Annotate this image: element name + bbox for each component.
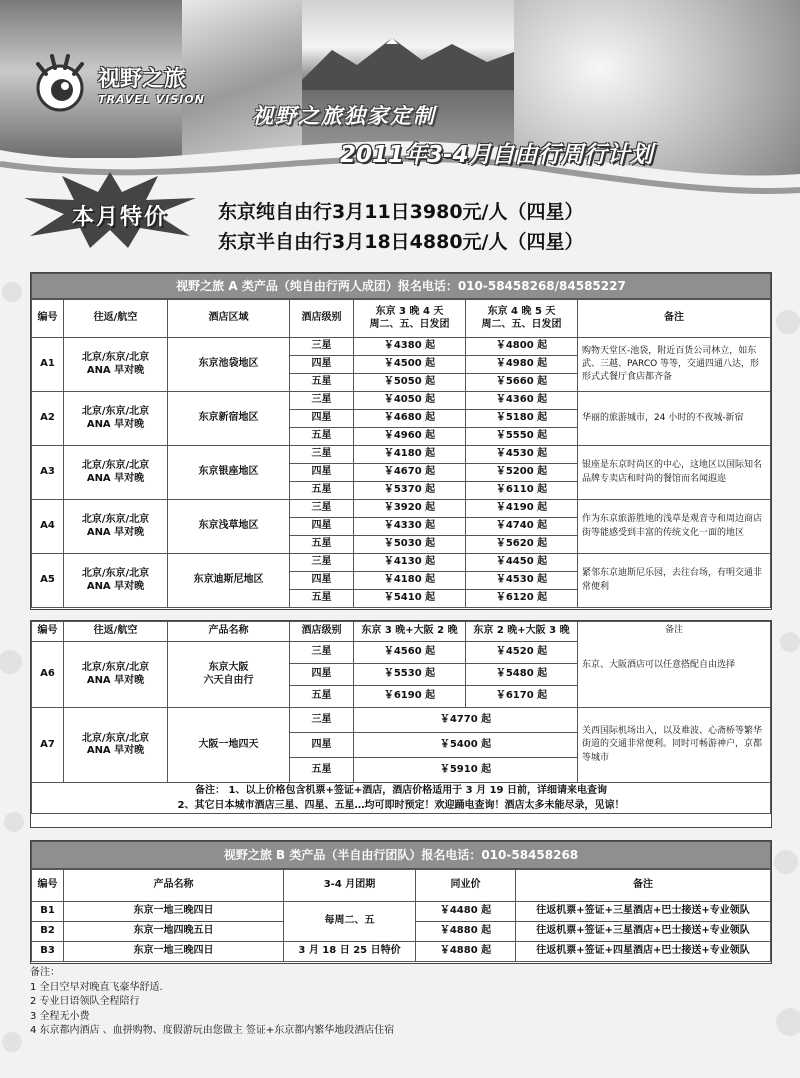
table-row bbox=[32, 554, 771, 572]
price-cell: ￥5200 起 bbox=[466, 464, 578, 482]
price-cell: ￥4670 起 bbox=[354, 464, 466, 482]
hotel-level: 五星 bbox=[290, 374, 354, 392]
header-banner bbox=[0, 0, 800, 262]
price-cell: ￥6120 起 bbox=[466, 590, 578, 608]
price-cell: ￥4380 起 bbox=[354, 338, 466, 356]
product-note: 往返机票+签证+三星酒店+巴士接送+专业领队 bbox=[516, 922, 771, 942]
section-b bbox=[30, 840, 772, 964]
brand-name-en: TRAVEL VISION bbox=[98, 93, 205, 106]
footer-line: 1 全日空早对晚直飞豪华舒适. bbox=[30, 981, 163, 993]
product-route: 北京/东京/北京 ANA 早对晚 bbox=[64, 642, 168, 708]
product-note: 往返机票+签证+三星酒店+巴士接送+专业领队 bbox=[516, 902, 771, 922]
hotel-level: 四星 bbox=[290, 410, 354, 428]
price-cell: ￥4190 起 bbox=[466, 500, 578, 518]
hotel-level: 三星 bbox=[290, 446, 354, 464]
col-3n4d: 东京 3 晚 4 天 周二、五、日发团 bbox=[354, 300, 466, 338]
table-row bbox=[32, 338, 771, 356]
table-row bbox=[32, 902, 771, 922]
price-cell: ￥4520 起 bbox=[466, 642, 578, 664]
col-route: 往返/航空 bbox=[64, 300, 168, 338]
hotel-level: 五星 bbox=[290, 686, 354, 708]
table-row bbox=[32, 392, 771, 410]
hotel-level: 四星 bbox=[290, 518, 354, 536]
product-note: 紧邻东京迪斯尼乐园，去往台场，有明交通非常便利 bbox=[578, 554, 771, 608]
footer-notes bbox=[30, 966, 772, 1039]
col-code: 编号 bbox=[32, 622, 64, 642]
price-cell: ￥5530 起 bbox=[354, 664, 466, 686]
section-a-combo-table bbox=[31, 621, 771, 814]
price-cell: ￥4050 起 bbox=[354, 392, 466, 410]
headline-line1: 视野之旅独家定制 bbox=[252, 104, 436, 128]
headline-line2: 2011年3-4月自由行周行计划 bbox=[340, 142, 653, 168]
product-route: 北京/东京/北京 ANA 早对晚 bbox=[64, 708, 168, 783]
price-cell: ￥4530 起 bbox=[466, 446, 578, 464]
section-a-title: 视野之旅 A 类产品（纯自由行两人成团）报名电话：010-58458268/84585227 bbox=[31, 273, 771, 299]
price-cell: ￥4530 起 bbox=[466, 572, 578, 590]
hotel-level: 三星 bbox=[290, 708, 354, 733]
hotel-level: 五星 bbox=[290, 758, 354, 783]
price-cell: ￥3920 起 bbox=[354, 500, 466, 518]
price-cell: ￥4980 起 bbox=[466, 356, 578, 374]
hotel-level: 四星 bbox=[290, 664, 354, 686]
price-cell: ￥4960 起 bbox=[354, 428, 466, 446]
price-cell: ￥4800 起 bbox=[466, 338, 578, 356]
col-note: 备注 bbox=[516, 870, 771, 902]
price-cell: ￥5030 起 bbox=[354, 536, 466, 554]
price-cell: ￥5050 起 bbox=[354, 374, 466, 392]
hotel-area: 东京浅草地区 bbox=[168, 500, 290, 554]
product-note: 关西国际机场出入，以及难波、心斋桥等繁华街道的交通非常便利。同时可畅游神户，京都等城市 bbox=[578, 708, 771, 783]
price-cell: ￥4180 起 bbox=[354, 446, 466, 464]
section-b-table bbox=[31, 869, 771, 962]
product-code: A7 bbox=[32, 708, 64, 783]
hotel-level: 四星 bbox=[290, 464, 354, 482]
hotel-level: 四星 bbox=[290, 572, 354, 590]
hotel-level: 三星 bbox=[290, 554, 354, 572]
col-tokyo3-osaka2: 东京 3 晚+大阪 2 晚 bbox=[354, 622, 466, 642]
col-name: 产品名称 bbox=[64, 870, 284, 902]
col-tokyo2-osaka3: 东京 2 晚+大阪 3 晚 bbox=[466, 622, 578, 642]
price-cell: ￥6190 起 bbox=[354, 686, 466, 708]
table-row bbox=[32, 500, 771, 518]
price-cell: ￥4130 起 bbox=[354, 554, 466, 572]
product-code: A6 bbox=[32, 642, 64, 708]
tour-period: 每周二、五 bbox=[284, 902, 416, 942]
price-cell: ￥5660 起 bbox=[466, 374, 578, 392]
product-route: 北京/东京/北京 ANA 早对晚 bbox=[64, 338, 168, 392]
col-price: 同业价 bbox=[416, 870, 516, 902]
product-route: 北京/东京/北京 ANA 早对晚 bbox=[64, 392, 168, 446]
hotel-level: 五星 bbox=[290, 536, 354, 554]
product-name: 东京一地三晚四日 bbox=[64, 902, 284, 922]
logo-eye-icon bbox=[28, 52, 92, 116]
hotel-level: 三星 bbox=[290, 392, 354, 410]
price-cell: ￥4180 起 bbox=[354, 572, 466, 590]
product-name: 大阪一地四天 bbox=[168, 708, 290, 783]
hotel-level: 三星 bbox=[290, 500, 354, 518]
brand-name-cn: 视野之旅 bbox=[98, 67, 187, 92]
product-route: 北京/东京/北京 ANA 早对晚 bbox=[64, 554, 168, 608]
price-cell: ￥5550 起 bbox=[466, 428, 578, 446]
product-code: A4 bbox=[32, 500, 64, 554]
mountain-silhouette bbox=[302, 30, 514, 90]
table-row bbox=[32, 942, 771, 962]
hotel-level: 三星 bbox=[290, 338, 354, 356]
price-cell: ￥6110 起 bbox=[466, 482, 578, 500]
product-note: 往返机票+签证+四星酒店+巴士接送+专业领队 bbox=[516, 942, 771, 962]
price-cell: ￥4880 起 bbox=[416, 922, 516, 942]
col-4n5d: 东京 4 晚 5 天 周二、五、日发团 bbox=[466, 300, 578, 338]
footer-title: 备注： bbox=[30, 967, 60, 978]
table-row bbox=[32, 708, 771, 733]
hotel-area: 东京迪斯尼地区 bbox=[168, 554, 290, 608]
tour-period: 3 月 18 日 25 日特价 bbox=[284, 942, 416, 962]
footer-line: 3 全程无小费 bbox=[30, 1010, 90, 1022]
remark-1: 备注： 1、以上价格包含机票+签证+酒店，酒店价格适用于 3 月 19 日前，详细请来电查询 bbox=[195, 785, 607, 796]
hotel-level: 五星 bbox=[290, 482, 354, 500]
price-cell: ￥4740 起 bbox=[466, 518, 578, 536]
section-a-combo bbox=[30, 620, 772, 828]
price-cell: ￥5910 起 bbox=[354, 758, 578, 783]
price-cell: ￥4480 起 bbox=[416, 902, 516, 922]
hotel-level: 五星 bbox=[290, 428, 354, 446]
col-note: 备注 bbox=[578, 300, 771, 338]
product-note: 银座是东京时尚区的中心，这地区以国际知名品牌专卖店和时尚的餐馆而名闻遐迩 bbox=[578, 446, 771, 500]
special-label: 本月特价 bbox=[72, 205, 169, 230]
remarks-row bbox=[32, 783, 771, 814]
footer-line: 2 专业日语领队全程陪行 bbox=[30, 996, 140, 1007]
section-b-title: 视野之旅 B 类产品（半自由行团队）报名电话：010-58458268 bbox=[31, 841, 771, 869]
section-a-table bbox=[31, 299, 771, 608]
hotel-level: 五星 bbox=[290, 590, 354, 608]
product-name: 东京一地四晚五日 bbox=[64, 922, 284, 942]
price-cell: ￥4450 起 bbox=[466, 554, 578, 572]
col-note: 备注 东京、大阪酒店可以任意搭配自由选择 bbox=[578, 622, 771, 708]
product-note: 购物天堂区-池袋，附近百货公司林立，如东武、三越、PARCO 等等，交通四通八达，形形式式餐厅食店都齐备 bbox=[578, 338, 771, 392]
price-cell: ￥6170 起 bbox=[466, 686, 578, 708]
col-level: 酒店级别 bbox=[290, 300, 354, 338]
product-code: A5 bbox=[32, 554, 64, 608]
product-code: B2 bbox=[32, 922, 64, 942]
col-level: 酒店级别 bbox=[290, 622, 354, 642]
product-code: B1 bbox=[32, 902, 64, 922]
price-cell: ￥5410 起 bbox=[354, 590, 466, 608]
price-cell: ￥4880 起 bbox=[416, 942, 516, 962]
price-cell: ￥5620 起 bbox=[466, 536, 578, 554]
special-offer-1: 东京纯自由行3月11日3980元/人（四星） bbox=[218, 201, 584, 223]
product-route: 北京/东京/北京 ANA 早对晚 bbox=[64, 500, 168, 554]
product-code: B3 bbox=[32, 942, 64, 962]
price-cell: ￥5400 起 bbox=[354, 733, 578, 758]
section-a bbox=[30, 272, 772, 610]
hotel-area: 东京池袋地区 bbox=[168, 338, 290, 392]
hotel-level: 三星 bbox=[290, 642, 354, 664]
price-cell: ￥4560 起 bbox=[354, 642, 466, 664]
table-row bbox=[32, 446, 771, 464]
product-code: A1 bbox=[32, 338, 64, 392]
price-cell: ￥5180 起 bbox=[466, 410, 578, 428]
product-note: 华丽的旅游城市，24 小时的不夜城-新宿 bbox=[578, 392, 771, 446]
col-name: 产品名称 bbox=[168, 622, 290, 642]
hotel-level: 四星 bbox=[290, 356, 354, 374]
col-area: 酒店区域 bbox=[168, 300, 290, 338]
footer-line: 4 东京都内酒店 、血拼购物、度假游玩由您做主 签证+东京都内繁华地段酒店住宿 bbox=[30, 1025, 395, 1036]
hotel-area: 东京银座地区 bbox=[168, 446, 290, 500]
price-cell: ￥4500 起 bbox=[354, 356, 466, 374]
col-code: 编号 bbox=[32, 300, 64, 338]
col-route: 往返/航空 bbox=[64, 622, 168, 642]
hotel-area: 东京新宿地区 bbox=[168, 392, 290, 446]
price-cell: ￥4360 起 bbox=[466, 392, 578, 410]
product-name: 东京一地三晚四日 bbox=[64, 942, 284, 962]
brand-logo bbox=[28, 52, 205, 116]
product-code: A2 bbox=[32, 392, 64, 446]
product-route: 北京/东京/北京 ANA 早对晚 bbox=[64, 446, 168, 500]
remark-2: 2、其它日本城市酒店三星、四星、五星…均可即时预定！欢迎踊电查询！酒店太多未能尽录，见谅！ bbox=[177, 800, 625, 811]
special-offer-2: 东京半自由行3月18日4880元/人（四星） bbox=[218, 231, 584, 253]
price-cell: ￥5370 起 bbox=[354, 482, 466, 500]
col-code: 编号 bbox=[32, 870, 64, 902]
product-note: 作为东京旅游胜地的浅草是观音寺和周边商店街等能感受到丰富的传统文化一面的地区 bbox=[578, 500, 771, 554]
product-name: 东京大阪 六天自由行 bbox=[168, 642, 290, 708]
price-cell: ￥4770 起 bbox=[354, 708, 578, 733]
product-code: A3 bbox=[32, 446, 64, 500]
hotel-level: 四星 bbox=[290, 733, 354, 758]
price-cell: ￥5480 起 bbox=[466, 664, 578, 686]
price-cell: ￥4330 起 bbox=[354, 518, 466, 536]
price-cell: ￥4680 起 bbox=[354, 410, 466, 428]
col-period: 3-4 月团期 bbox=[284, 870, 416, 902]
